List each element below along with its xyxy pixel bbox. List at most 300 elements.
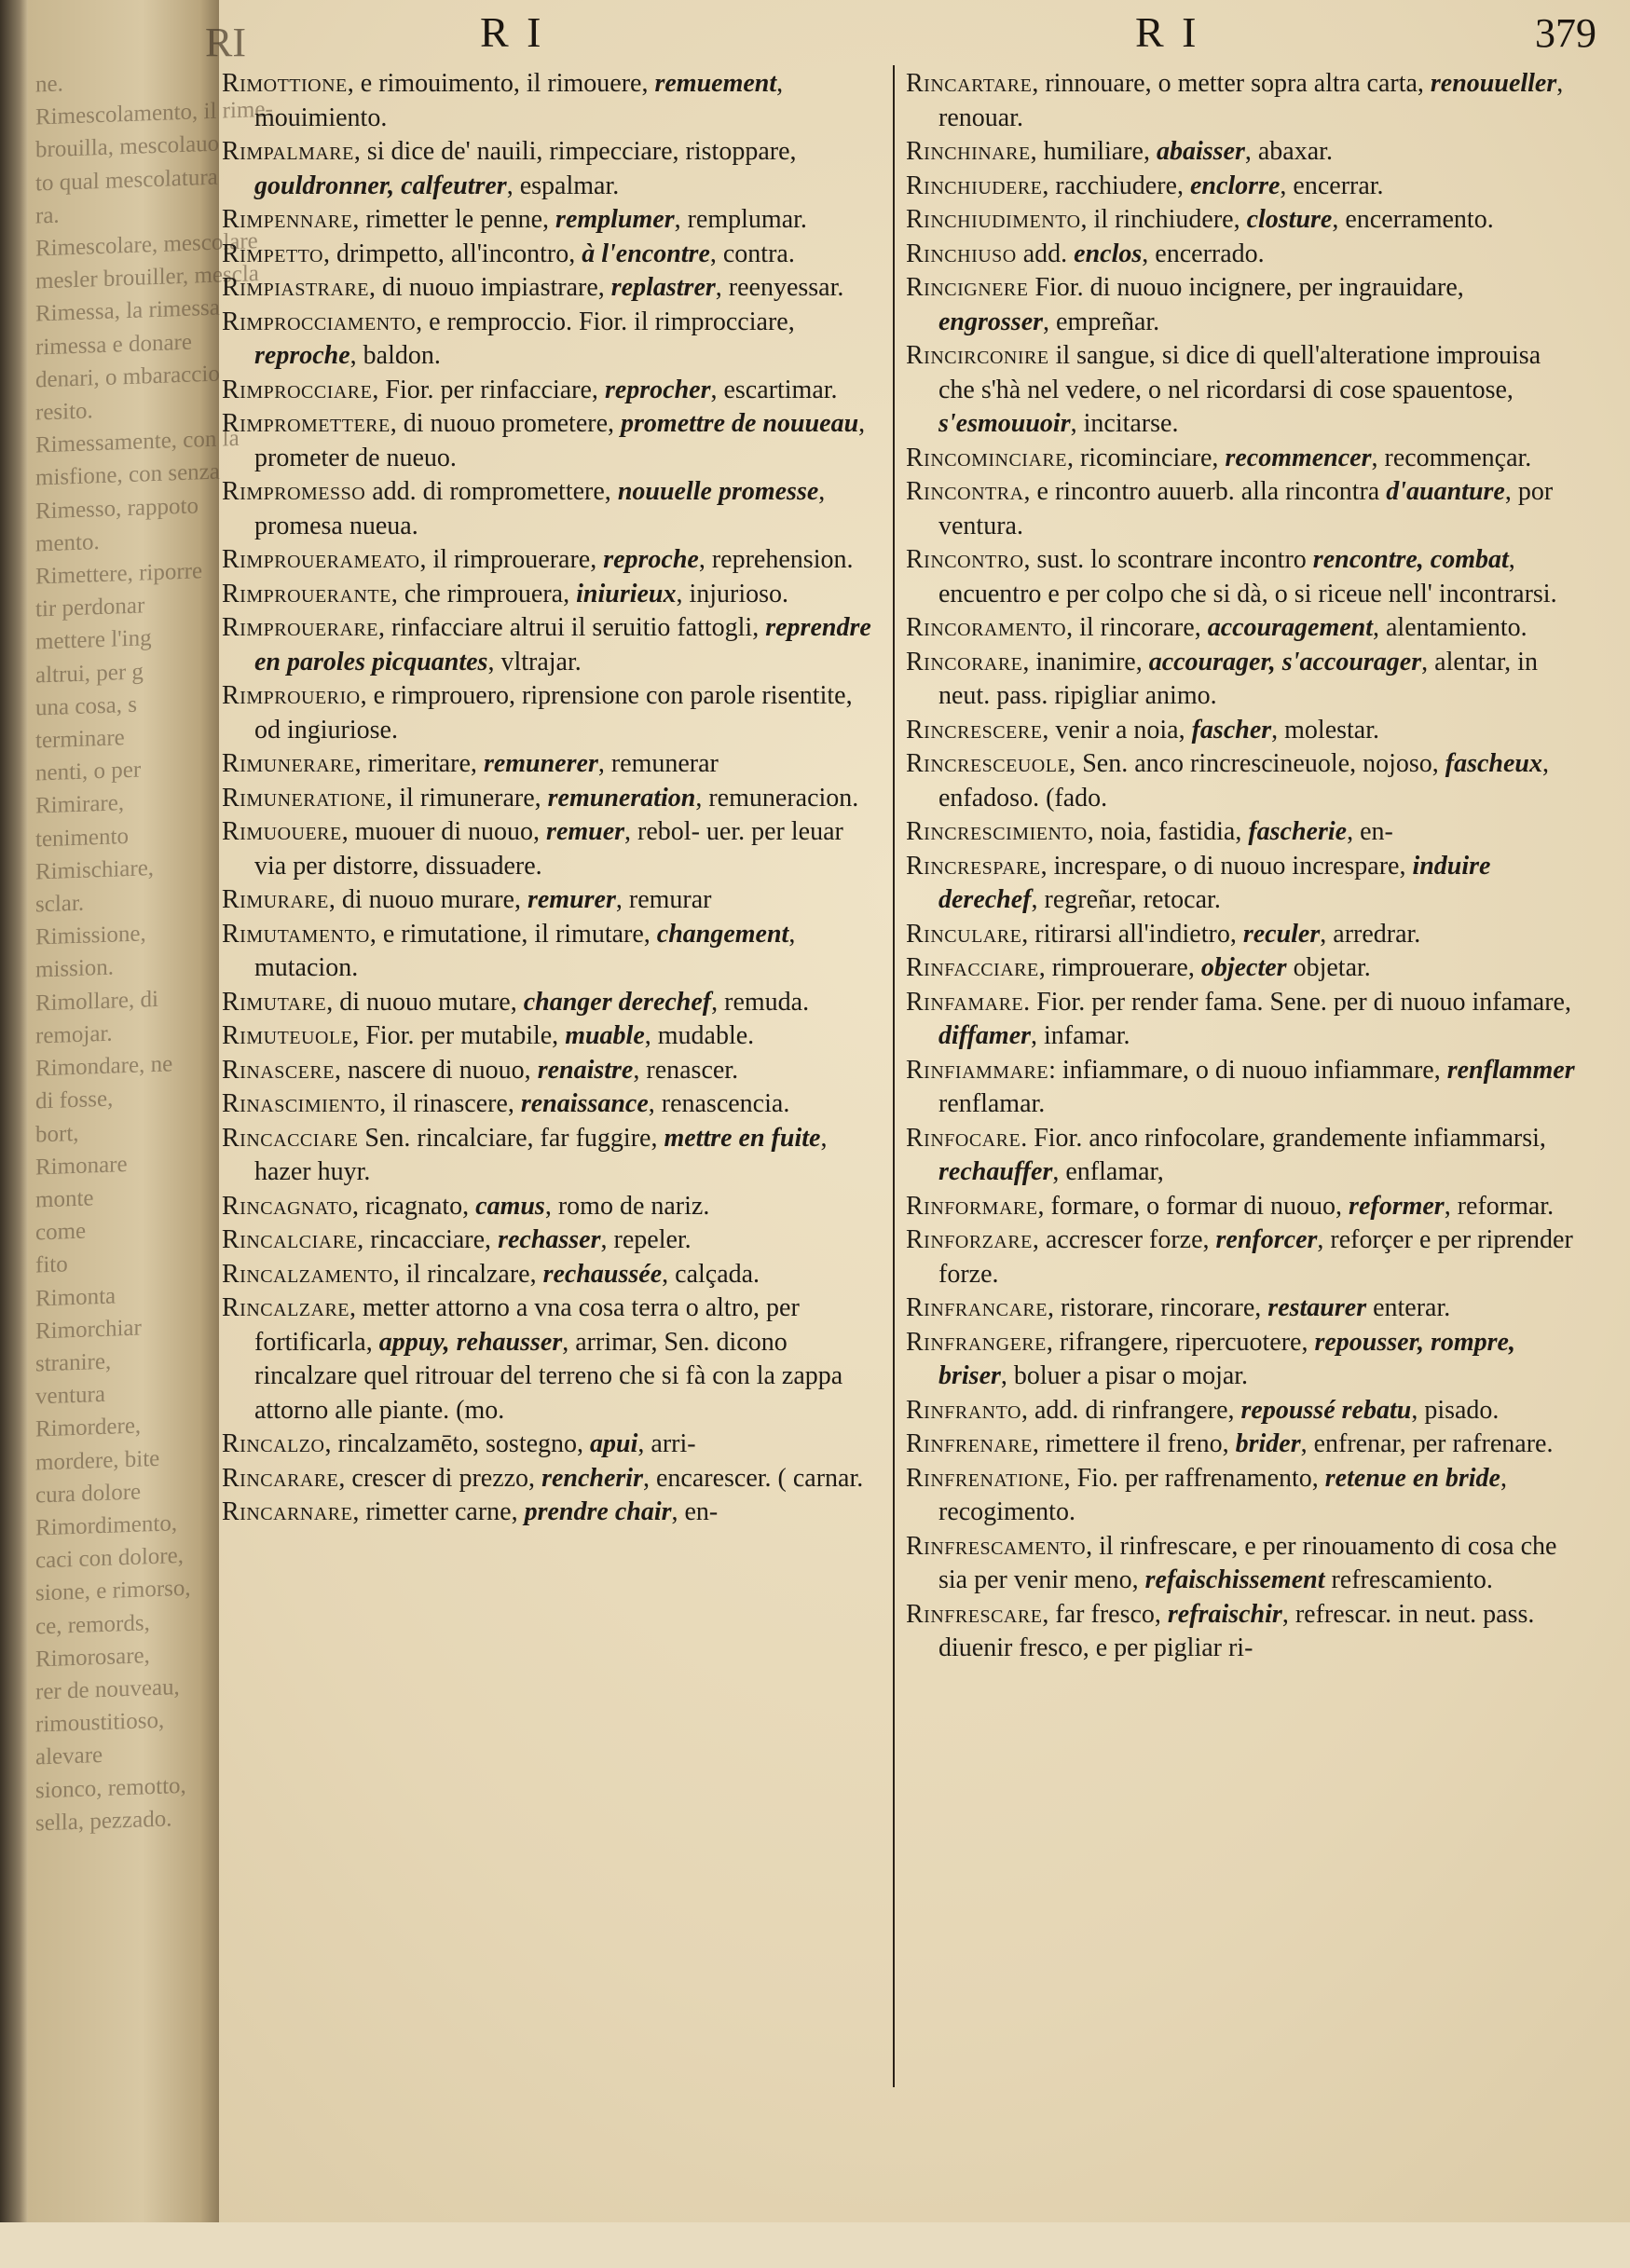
- entry-spanish-equivalent: , encarescer. ( carnar.: [642, 1463, 864, 1493]
- prev-page-line: sclar.: [35, 890, 85, 918]
- dictionary-entry: [222, 1087, 879, 1122]
- entry-headword: Rinfacciare: [906, 953, 1039, 982]
- prev-page-line: Rimettere, riporre: [35, 558, 203, 590]
- entry-definition: , muouer di nuouo,: [341, 817, 547, 846]
- prev-page-line: mettere l'ing: [35, 625, 152, 655]
- dictionary-entry: [222, 679, 879, 747]
- prev-page-line: Rimordere,: [35, 1413, 142, 1442]
- entry-french-equivalent: renforcer: [1215, 1225, 1318, 1254]
- entry-definition: , il rinfrescare, e per rinouamento di cosa che sia per venir meno,: [938, 1531, 1557, 1594]
- dictionary-entry: [222, 306, 879, 374]
- dictionary-entry: [222, 1054, 879, 1088]
- entry-headword: Rimprouerante: [222, 579, 391, 608]
- entry-spanish-equivalent: , regreñar, retocar.: [1031, 885, 1221, 914]
- prev-page-line: remojar.: [35, 1020, 113, 1049]
- dictionary-entry: [906, 170, 1579, 204]
- dictionary-entry: [906, 646, 1579, 714]
- dictionary-entry: [222, 135, 879, 203]
- entry-definition: , rimettere il freno,: [1032, 1429, 1236, 1458]
- entry-definition: Fior. di nuouo incignere, per ingrauidare,: [1028, 273, 1464, 302]
- entry-headword: Rinformare: [906, 1191, 1038, 1221]
- entry-headword: Rincagnato: [222, 1191, 352, 1221]
- entry-definition: , drimpetto, all'incontro,: [322, 239, 582, 268]
- entry-headword: Rinchinare: [906, 137, 1031, 166]
- entry-headword: Rimprocciare: [222, 375, 373, 404]
- entry-spanish-equivalent: , alentamiento.: [1373, 613, 1527, 642]
- prev-page-line: ventura: [35, 1381, 105, 1410]
- entry-spanish-equivalent: , pisado.: [1411, 1395, 1500, 1425]
- entry-spanish-equivalent: , contra.: [709, 239, 795, 268]
- entry-french-equivalent: recommencer: [1225, 443, 1372, 472]
- prev-page-line: Rimescolamento, il rime-: [35, 96, 273, 130]
- prev-page-line: nenti, o per: [35, 757, 142, 786]
- dictionary-entry: [222, 782, 879, 816]
- prev-page-line: una cosa, s: [35, 691, 137, 721]
- prev-page-line: rer de nouveau,: [35, 1674, 180, 1705]
- dictionary-entry: [222, 1019, 879, 1054]
- entry-headword: Rinfrangere: [906, 1327, 1047, 1357]
- entry-headword: Rincominciare: [906, 443, 1067, 472]
- entry-spanish-equivalent: , abaxar.: [1244, 137, 1333, 166]
- entry-definition: , che rimprouera,: [390, 579, 577, 608]
- entry-definition: , rinfacciare altrui il seruitio fattogli,: [378, 613, 766, 642]
- dictionary-entry: [222, 1190, 879, 1224]
- dictionary-entry: [222, 1462, 879, 1496]
- dictionary-entry: [906, 271, 1579, 339]
- prev-page-line: rimoustitioso,: [35, 1707, 165, 1738]
- entry-definition: add. di rompromettere,: [365, 477, 618, 506]
- entry-definition: , far fresco,: [1042, 1599, 1168, 1629]
- entry-definition: , e rimprouero, riprensione con parole risentite, od ingiuriose.: [254, 681, 853, 745]
- entry-spanish-equivalent: enterar.: [1366, 1293, 1451, 1322]
- entry-definition: , rimetter le penne,: [352, 205, 556, 234]
- prev-page-line: brouilla, mescolauo: [35, 131, 220, 163]
- entry-french-equivalent: fascher: [1191, 715, 1272, 745]
- entry-french-equivalent: promettre de nouueau: [621, 409, 859, 438]
- prev-page-line: terminare: [35, 725, 125, 754]
- entry-french-equivalent: renflammer: [1446, 1055, 1575, 1085]
- entry-spanish-equivalent: , en-: [1347, 817, 1393, 846]
- entry-french-equivalent: gouldronner, calfeutrer: [254, 171, 507, 200]
- prev-page-line: Rimorosare,: [35, 1642, 150, 1673]
- entry-headword: Rimprouerare: [222, 613, 379, 642]
- prev-page-line: fito: [35, 1251, 68, 1278]
- entry-headword: Rimpetto: [222, 239, 323, 268]
- entry-definition: . Fior. per render fama. Sene. per di nuouo infamare,: [1023, 987, 1571, 1017]
- dictionary-entry: [906, 1291, 1579, 1326]
- entry-definition: , il rimunerare,: [386, 783, 548, 813]
- entry-definition: : infiammare, o di nuouo infiammare,: [1048, 1055, 1447, 1085]
- entry-spanish-equivalent: , recogimento.: [938, 1463, 1507, 1526]
- entry-spanish-equivalent: , enfadoso. (fado.: [938, 749, 1549, 813]
- entry-headword: Rincalzare: [222, 1293, 349, 1322]
- entry-definition: , ritirarsi all'indietro,: [1021, 919, 1243, 949]
- dictionary-entry: [906, 714, 1579, 748]
- entry-headword: Rinascere: [222, 1055, 335, 1085]
- prev-page-line: Rimorchiar: [35, 1315, 142, 1345]
- entry-spanish-equivalent: , remunerar: [597, 749, 719, 778]
- entry-spanish-equivalent: , remplumar.: [674, 205, 807, 234]
- dictionary-entry: [222, 475, 879, 543]
- dictionary-entry: [906, 986, 1579, 1054]
- entry-french-equivalent: camus: [475, 1191, 545, 1221]
- dictionary-entry: [222, 271, 879, 306]
- dictionary-entry: [222, 1122, 879, 1190]
- prev-page-line: bort,: [35, 1120, 79, 1147]
- dictionary-entry: [222, 815, 879, 883]
- dictionary-entry: [222, 543, 879, 578]
- entry-spanish-equivalent: , encuentro e per colpo che si dà, o si riceue nell' incontrarsi.: [938, 545, 1557, 608]
- entry-spanish-equivalent: , boluer a pisar o mojar.: [1000, 1361, 1249, 1390]
- dictionary-entry: [222, 407, 879, 475]
- entry-spanish-equivalent: , espalmar.: [506, 171, 620, 200]
- entry-definition: , rimetter carne,: [352, 1497, 525, 1526]
- entry-definition: , ricominciare,: [1066, 443, 1226, 472]
- right-column: [906, 67, 1579, 1666]
- entry-spanish-equivalent: , rebol- uer. per leuar via per distorre, dissuadere.: [254, 817, 843, 881]
- entry-spanish-equivalent: , baldon.: [349, 341, 441, 370]
- entry-definition: , di nuouo mutare,: [326, 987, 524, 1017]
- dictionary-entry: [906, 1122, 1579, 1190]
- entry-french-equivalent: renaistre: [537, 1055, 634, 1085]
- entry-spanish-equivalent: , mutacion.: [254, 919, 796, 982]
- entry-definition: , il rinchiudere,: [1080, 205, 1247, 234]
- entry-definition: , il rincalzare,: [392, 1259, 543, 1289]
- entry-spanish-equivalent: , arredrar.: [1320, 919, 1421, 949]
- entry-headword: Rimunerare: [222, 749, 355, 778]
- dictionary-entry: [906, 475, 1579, 543]
- entry-headword: Rinforzare: [906, 1225, 1033, 1254]
- dictionary-entry: [222, 238, 879, 272]
- entry-headword: Rincirconire: [906, 341, 1049, 370]
- prev-page-line: Rimondare, ne: [35, 1051, 173, 1082]
- entry-spanish-equivalent: , remuda.: [711, 987, 810, 1017]
- entry-spanish-equivalent: , encerramento.: [1332, 205, 1494, 234]
- entry-spanish-equivalent: , encerrar.: [1280, 171, 1384, 200]
- entry-headword: Rinfiammare: [906, 1055, 1049, 1085]
- entry-definition: , inanimire,: [1022, 647, 1149, 676]
- entry-french-equivalent: à l'encontre: [582, 239, 710, 268]
- dictionary-entry: [906, 1428, 1579, 1462]
- entry-headword: Rincalciare: [222, 1225, 358, 1254]
- entry-spanish-equivalent: , reenyessar.: [715, 273, 844, 302]
- dictionary-entry: [906, 815, 1579, 850]
- entry-french-equivalent: iniurieux: [576, 579, 677, 608]
- dictionary-entry: [906, 67, 1579, 135]
- entry-headword: Rincrespare: [906, 851, 1041, 881]
- entry-headword: Rimpennare: [222, 205, 353, 234]
- dictionary-entry: [222, 918, 879, 986]
- prev-page-line: Rimescolare, mescolare: [35, 228, 258, 262]
- entry-french-equivalent: changer derechef: [523, 987, 712, 1017]
- column-rule: [893, 65, 895, 2087]
- prev-page-line: Rimonare: [35, 1151, 128, 1181]
- entry-headword: Rinfamare: [906, 987, 1024, 1017]
- entry-definition: , sust. lo scontrare incontro: [1023, 545, 1313, 574]
- prev-page-line: di fosse,: [35, 1086, 114, 1114]
- entry-spanish-equivalent: , prometer de nueuo.: [254, 409, 866, 472]
- entry-french-equivalent: remunerer: [483, 749, 598, 778]
- entry-spanish-equivalent: , empreñar.: [1043, 307, 1160, 336]
- dictionary-entry: [906, 1054, 1579, 1122]
- entry-french-equivalent: remplumer: [555, 205, 675, 234]
- entry-spanish-equivalent: , renascer.: [633, 1055, 739, 1085]
- entry-french-equivalent: reculer: [1242, 919, 1321, 949]
- entry-definition: add.: [1016, 239, 1075, 268]
- entry-spanish-equivalent: , infamar.: [1031, 1021, 1130, 1050]
- dictionary-entry: [906, 747, 1579, 815]
- entry-definition: , metter attorno a vna cosa terra o altro, per fortificarla,: [254, 1293, 800, 1357]
- entry-definition: il sangue, si dice di quell'alteratione improuisa che s'hà nel vedere, o nel ricordarsi di cose spauentose,: [938, 341, 1541, 404]
- entry-french-equivalent: enclorre: [1189, 171, 1281, 200]
- prev-page-line: stranire,: [35, 1348, 112, 1377]
- entry-french-equivalent: reprendre en paroles picquantes: [254, 613, 871, 676]
- dictionary-entry: [222, 203, 879, 238]
- prev-page-line: Rimirare,: [35, 790, 125, 819]
- dictionary-entry: [222, 611, 879, 679]
- entry-definition: , si dice de' nauili, rimpecciare, ristoppare,: [353, 137, 797, 166]
- entry-headword: Rinchiudere: [906, 171, 1043, 200]
- entry-french-equivalent: repousser, rompre, briser: [938, 1327, 1515, 1390]
- prev-page-running-head: RI: [205, 20, 246, 65]
- entry-headword: Rimurare: [222, 885, 329, 914]
- entry-spanish-equivalent: , reprehension.: [698, 545, 854, 574]
- dictionary-entry: [906, 135, 1579, 170]
- dictionary-entry: [906, 203, 1579, 238]
- entry-spanish-equivalent: , vltrajar.: [487, 647, 582, 676]
- entry-french-equivalent: replastrer: [610, 273, 716, 302]
- entry-spanish-equivalent: , mouimiento.: [254, 69, 784, 132]
- entry-spanish-equivalent: , en-: [671, 1497, 719, 1526]
- dictionary-entry: [906, 1394, 1579, 1428]
- entry-definition: , Fior. per rinfacciare,: [372, 375, 605, 404]
- dictionary-entry: [906, 339, 1579, 442]
- entry-headword: Rincrescere: [906, 715, 1043, 745]
- dictionary-entry: [222, 986, 879, 1020]
- entry-french-equivalent: apui: [590, 1429, 638, 1458]
- entry-headword: Rincignere: [906, 273, 1029, 302]
- entry-french-equivalent: rencontre, combat: [1312, 545, 1509, 574]
- entry-french-equivalent: s'esmouuoir: [938, 409, 1071, 438]
- entry-headword: Rincacciare: [222, 1123, 359, 1153]
- dictionary-entry: [906, 918, 1579, 952]
- entry-headword: Rincalzamento: [222, 1259, 393, 1289]
- dictionary-entry: [222, 578, 879, 612]
- entry-definition: , il rimprouerare,: [419, 545, 604, 574]
- left-running-head: R I: [480, 8, 545, 56]
- entry-definition: , rinnouare, o metter sopra altra carta,: [1032, 69, 1431, 98]
- entry-definition: , humiliare,: [1030, 137, 1157, 166]
- entry-definition: , il rinascere,: [379, 1089, 521, 1118]
- dictionary-entry: [222, 1258, 879, 1292]
- entry-headword: Rimutare: [222, 987, 327, 1017]
- prev-page-line: Rimissione,: [35, 921, 146, 950]
- prev-page-line: Rimordimento,: [35, 1510, 178, 1541]
- entry-definition: , e rincontro auuerb. alla rincontra: [1023, 477, 1387, 506]
- entry-headword: Rimuteuole: [222, 1021, 353, 1050]
- entry-spanish-equivalent: , recommençar.: [1371, 443, 1532, 472]
- prev-page-line: Rimischiare,: [35, 854, 155, 885]
- prev-page-line: altrui, per g: [35, 659, 144, 689]
- entry-definition: , ristorare, rincorare,: [1047, 1293, 1268, 1322]
- entry-definition: , ricagnato,: [351, 1191, 476, 1221]
- entry-french-equivalent: remurer: [527, 885, 616, 914]
- prev-page-line: cura dolore: [35, 1479, 142, 1509]
- entry-spanish-equivalent: renflamar.: [938, 1089, 1046, 1118]
- dictionary-entry: [906, 1326, 1579, 1394]
- entry-spanish-equivalent: , reforçer e per riprender forze.: [938, 1225, 1573, 1289]
- entry-definition: , crescer di prezzo,: [338, 1463, 542, 1493]
- page-number: 379: [1535, 10, 1596, 56]
- entry-headword: Rinfrancare: [906, 1293, 1048, 1322]
- prev-page-line: denari, o mbaraccio: [35, 361, 220, 393]
- prev-page-line: resito.: [35, 398, 93, 426]
- entry-spanish-equivalent: , molestar.: [1271, 715, 1380, 745]
- entry-definition: , accrescer forze,: [1032, 1225, 1216, 1254]
- prev-page-line: alevare: [35, 1742, 103, 1770]
- entry-french-equivalent: retenue en bride: [1324, 1463, 1500, 1493]
- entry-headword: Rincontra: [906, 477, 1024, 506]
- prev-page-line: Rimessa, la rimessa: [35, 295, 220, 327]
- dictionary-entry: [222, 374, 879, 408]
- entry-french-equivalent: rechauffer: [938, 1157, 1053, 1186]
- prev-page-line: caci con dolore,: [35, 1543, 184, 1574]
- dictionary-entry: [906, 442, 1579, 476]
- dictionary-entry: [906, 1530, 1579, 1598]
- dictionary-entry: [906, 1462, 1579, 1530]
- entry-french-equivalent: accouragement: [1207, 613, 1373, 642]
- dictionary-entry: [906, 1223, 1579, 1291]
- dictionary-entry: [222, 883, 879, 918]
- entry-headword: Rimpiastrare: [222, 273, 370, 302]
- entry-definition: , formare, o formar di nuouo,: [1037, 1191, 1349, 1221]
- prev-page-line: to qual mescolatura: [35, 164, 218, 197]
- dictionary-entry: [906, 850, 1579, 918]
- entry-headword: Rinascimiento: [222, 1089, 380, 1118]
- entry-french-equivalent: rencherir: [541, 1463, 643, 1493]
- dictionary-entry: [906, 951, 1579, 986]
- entry-french-equivalent: reproche: [603, 545, 699, 574]
- entry-french-equivalent: remuneration: [547, 783, 696, 813]
- entry-definition: , rimeritare,: [354, 749, 484, 778]
- dictionary-entry: [906, 1190, 1579, 1224]
- entry-definition: , di nuouo prometere,: [390, 409, 622, 438]
- entry-spanish-equivalent: , enfrenar, per rafrenare.: [1300, 1429, 1554, 1458]
- entry-french-equivalent: appuy, rehausser: [378, 1327, 563, 1357]
- entry-headword: Rinfranto: [906, 1395, 1021, 1425]
- entry-definition: , il rincorare,: [1066, 613, 1208, 642]
- entry-spanish-equivalent: , reformar.: [1444, 1191, 1555, 1221]
- entry-headword: Rincalzo: [222, 1429, 325, 1458]
- entry-definition: , racchiudere,: [1042, 171, 1190, 200]
- prev-page-line: Rimessamente, con la: [35, 426, 240, 458]
- dictionary-entry: [906, 611, 1579, 646]
- entry-french-equivalent: restaurer: [1267, 1293, 1367, 1322]
- entry-spanish-equivalent: refrescamiento.: [1324, 1565, 1493, 1594]
- entry-french-equivalent: closture: [1246, 205, 1333, 234]
- entry-spanish-equivalent: , arrimar, Sen. dicono rincalzare quel ritrouar del terreno che si fà con la zappa attorno alle piante. (mo.: [254, 1327, 843, 1425]
- entry-headword: Rimprouerio: [222, 681, 361, 710]
- left-column: [222, 67, 879, 1530]
- entry-headword: Rimottione: [222, 69, 348, 98]
- entry-headword: Rimutamento: [222, 919, 370, 949]
- entry-french-equivalent: prendre chair: [524, 1497, 672, 1526]
- prev-page-line: ra.: [35, 202, 60, 229]
- entry-headword: Rimprocciamento: [222, 307, 417, 336]
- entry-definition: Sen. rincalciare, far fuggire,: [358, 1123, 664, 1153]
- entry-definition: , Sen. anco rincrescineuole, nojoso,: [1069, 749, 1445, 778]
- entry-french-equivalent: changement: [656, 919, 789, 949]
- entry-french-equivalent: enclos: [1074, 239, 1143, 268]
- entry-spanish-equivalent: , enflamar,: [1052, 1157, 1164, 1186]
- entry-french-equivalent: engrosser: [938, 307, 1044, 336]
- entry-definition: , di nuouo impiastrare,: [369, 273, 611, 302]
- dictionary-entry: [906, 238, 1579, 272]
- entry-spanish-equivalent: , remurar: [615, 885, 712, 914]
- entry-headword: Rinchiudimento: [906, 205, 1081, 234]
- entry-french-equivalent: remuer: [546, 817, 625, 846]
- entry-definition: , increspare, o di nuouo increspare,: [1040, 851, 1413, 881]
- dictionary-entry: [222, 747, 879, 782]
- prev-page-line: sione, e rimorso,: [35, 1576, 191, 1606]
- entry-spanish-equivalent: , mudable.: [644, 1021, 755, 1050]
- prev-page-line: rimessa e donare: [35, 329, 192, 361]
- entry-french-equivalent: muable: [565, 1021, 645, 1050]
- entry-french-equivalent: mettre en fuite: [664, 1123, 821, 1153]
- entry-french-equivalent: brider: [1235, 1429, 1301, 1458]
- entry-headword: Rimuneratione: [222, 783, 387, 813]
- entry-french-equivalent: diffamer: [938, 1021, 1032, 1050]
- entry-headword: Rincarnare: [222, 1497, 353, 1526]
- entry-definition: , add. di rinfrangere,: [1020, 1395, 1241, 1425]
- prev-page-line: Rimollare, di: [35, 986, 158, 1017]
- prev-page-line: mesler brouiller, mescla: [35, 261, 259, 294]
- entry-headword: Rimpalmare: [222, 137, 354, 166]
- entry-headword: Rimprouerameato: [222, 545, 420, 574]
- prev-page-line: ce, remords,: [35, 1609, 150, 1640]
- prev-page-line: tir perdonar: [35, 593, 145, 622]
- entry-headword: Rincresceuole: [906, 749, 1070, 778]
- entry-french-equivalent: reprocher: [604, 375, 711, 404]
- entry-definition: , e remproccio. Fior. il rimprocciare,: [416, 307, 795, 336]
- entry-french-equivalent: accourager, s'accourager: [1148, 647, 1422, 676]
- entry-french-equivalent: fascherie: [1248, 817, 1348, 846]
- entry-definition: , rifrangere, ripercuotere,: [1046, 1327, 1315, 1357]
- entry-spanish-equivalent: , repeler.: [600, 1225, 692, 1254]
- entry-french-equivalent: induire derechef: [938, 851, 1491, 914]
- prev-page-line: monte: [35, 1185, 94, 1213]
- entry-french-equivalent: renouueller: [1430, 69, 1557, 98]
- prev-page-line: mordere, bite: [35, 1445, 160, 1476]
- entry-spanish-equivalent: , promesa nueua.: [254, 477, 826, 540]
- entry-headword: Rincontro: [906, 545, 1024, 574]
- entry-spanish-equivalent: , hazer huyr.: [254, 1123, 828, 1186]
- entry-headword: Rinfocare: [906, 1123, 1021, 1153]
- prev-page-line: tenimento: [35, 823, 129, 853]
- entry-definition: , noia, fastidia,: [1087, 817, 1249, 846]
- entry-french-equivalent: repoussé rebatu: [1240, 1395, 1412, 1425]
- prev-page-line: mento.: [35, 528, 100, 557]
- entry-french-equivalent: refraischir: [1167, 1599, 1282, 1629]
- entry-headword: Rimpromettere: [222, 409, 390, 438]
- entry-french-equivalent: fascheux: [1445, 749, 1542, 778]
- entry-spanish-equivalent: , alentar, in neut. pass. ripigliar animo.: [938, 647, 1538, 710]
- entry-spanish-equivalent: , remuneracion.: [695, 783, 859, 813]
- prev-page-line: Rimonta: [35, 1283, 116, 1312]
- prev-page-line: come: [35, 1218, 87, 1246]
- entry-definition: , rincacciare,: [357, 1225, 499, 1254]
- entry-definition: , Fio. per raffrenamento,: [1063, 1463, 1325, 1493]
